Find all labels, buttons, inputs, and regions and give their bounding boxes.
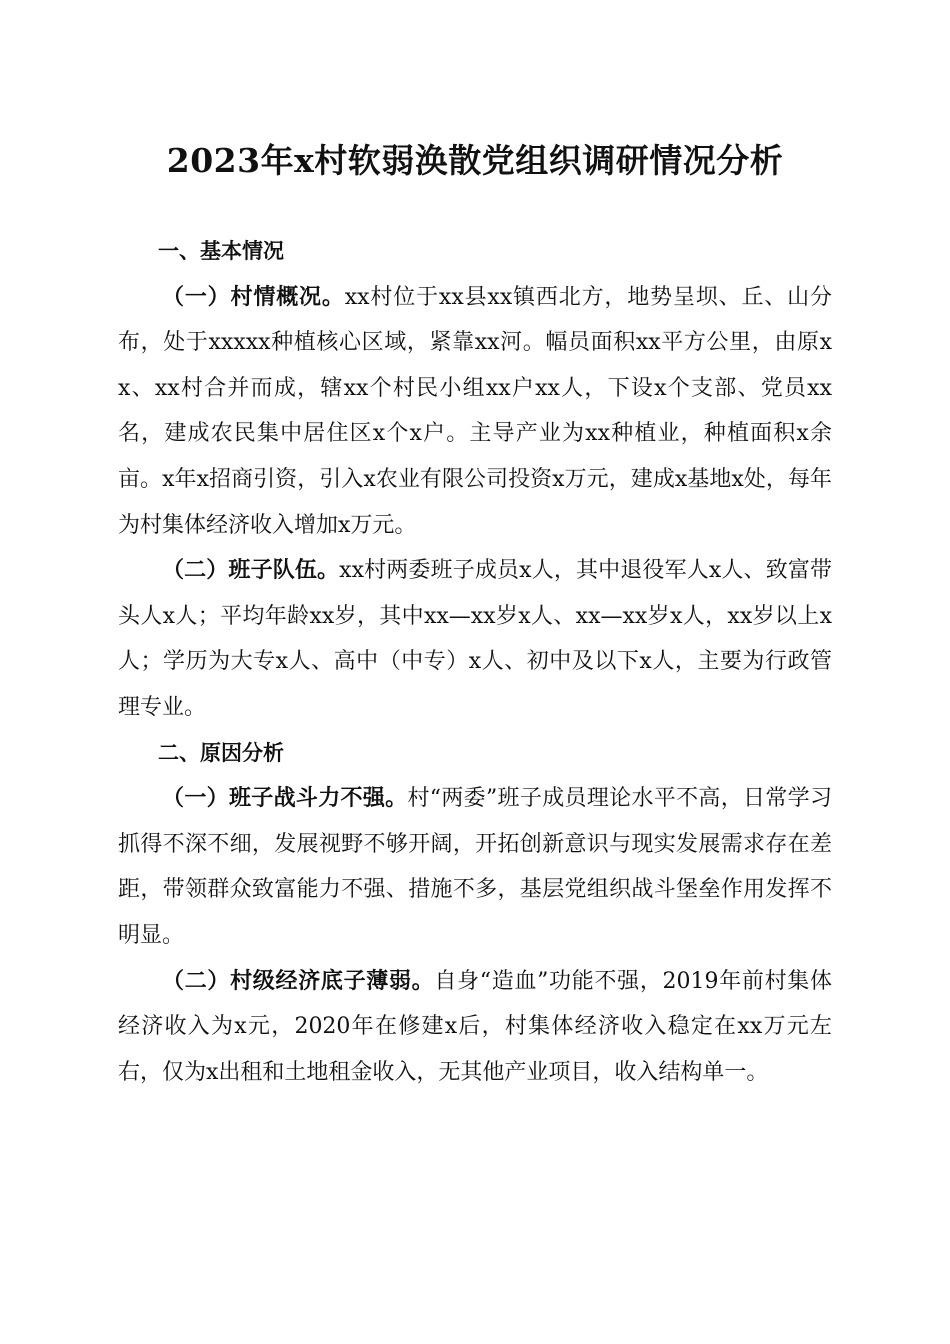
section-cause-analysis xyxy=(118,731,832,1096)
document-body xyxy=(118,229,832,1095)
paragraph-text: xx村位于xx县xx镇西北方，地势呈坝、丘、山分布，处于xxxxx种植核心区域，紧靠xx河。幅员面积xx平方公里，由原xx、xx村合并而成，辖xx个村民小组xx户xx人，下设x个支部、党员xx名，建成农民集中居住区x个x户。主导产业为xx种植业，种植面积x余亩。x年x招商引资，引入x农业有限公司投资x万元，建成x基地x处，每年为村集体经济收入增加x万元。 xyxy=(118,284,832,538)
paragraph-weak-economy xyxy=(118,959,832,1096)
paragraph-text: 自身“造血”功能不强，2019年前村集体经济收入为x元，2020年在修建x后，村集体经济收入稳定在xx万元左右，仅为x出租和土地租金收入，无其他产业项目，收入结构单一。 xyxy=(118,968,832,1085)
section-heading: 二、原因分析 xyxy=(158,740,284,765)
paragraph-text: xx村两委班子成员x人，其中退役军人x人、致富带头人x人；平均年龄xx岁，其中xx—xx岁x人、xx—xx岁x人，xx岁以上x人；学历为大专x人、高中（中专）x人、初中及以下x人，主要为行政管理专业。 xyxy=(118,558,832,720)
section-basic-situation xyxy=(118,229,832,731)
paragraph-lead: （一）班子战斗力不强。 xyxy=(162,785,408,812)
paragraph-lead: （一）村情概况。 xyxy=(162,283,345,310)
document-title: 2023年x村软弱涣散党组织调研情况分析 xyxy=(166,141,784,180)
paragraph-village-overview xyxy=(118,275,832,549)
paragraph-lead: （二）村级经济底子薄弱。 xyxy=(162,967,435,994)
paragraph-leadership-team xyxy=(118,548,832,730)
paragraph-lead: （二）班子队伍。 xyxy=(162,557,340,584)
paragraph-text: 村“两委”班子成员理论水平不高，日常学习抓得不深不细，发展视野不够开阔，开拓创新意识与现实发展需求存在差距，带领群众致富能力不强、措施不多，基层党组织战斗堡垒作用发挥不明显。 xyxy=(118,786,832,948)
section-heading: 一、基本情况 xyxy=(158,239,284,263)
paragraph-weak-team xyxy=(118,776,832,958)
